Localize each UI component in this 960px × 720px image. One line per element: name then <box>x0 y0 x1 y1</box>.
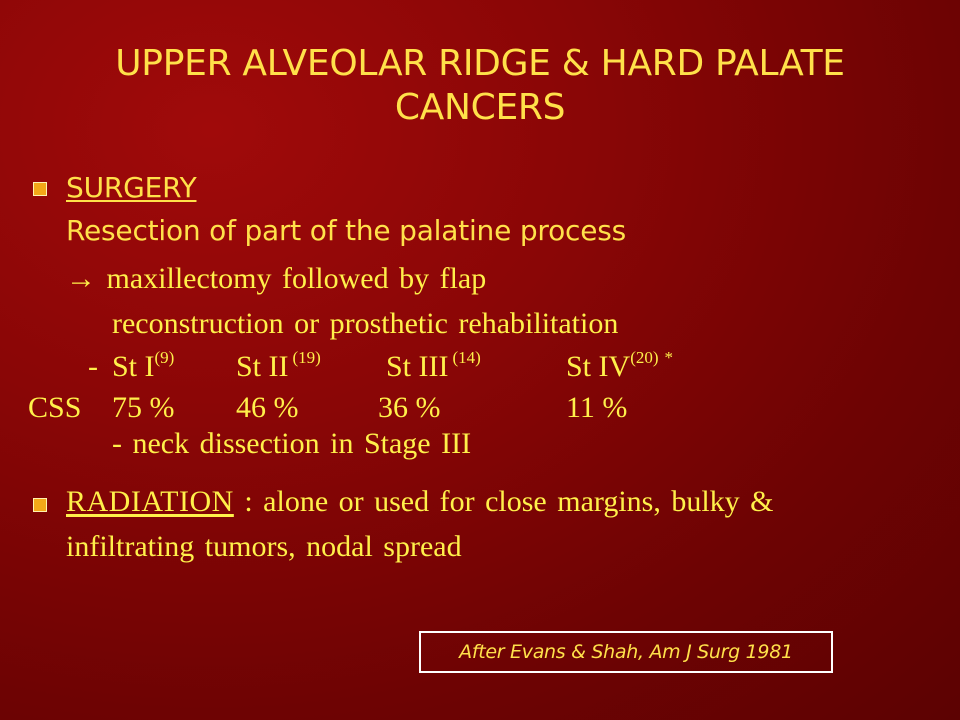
stage-4-asterisk: * <box>664 348 674 367</box>
css-value-1: 75 % <box>112 391 175 424</box>
surgery-line-3: reconstruction or prosthetic rehabilitation <box>112 307 619 340</box>
stage-1-label: St I <box>112 350 155 383</box>
citation-box: After Evans & Shah, Am J Surg 1981 <box>419 631 833 673</box>
title-line-2: CANCERS <box>394 87 566 128</box>
radiation-line-2: infiltrating tumors, nodal spread <box>66 530 462 563</box>
radiation-line-1 <box>66 485 774 519</box>
css-value-4: 11 % <box>566 391 628 424</box>
title-line-1: UPPER ALVEOLAR RIDGE & HARD PALATE <box>115 43 845 84</box>
stage-3 <box>386 350 481 384</box>
stage-3-count: (14) <box>452 348 481 367</box>
stage-2 <box>236 350 321 384</box>
radiation-bullet-icon <box>33 498 47 512</box>
stage-2-count: (19) <box>292 348 321 367</box>
css-value-2: 46 % <box>236 391 299 424</box>
stage-4 <box>566 350 673 384</box>
stage-1 <box>112 350 174 384</box>
stage-prefix: - <box>88 350 98 383</box>
surgery-line-2: → maxillectomy followed by flap <box>66 262 487 295</box>
stage-3-label: St III <box>386 350 449 383</box>
surgery-heading: SURGERY <box>66 171 197 204</box>
neck-dissection-note: - neck dissection in Stage III <box>112 427 472 460</box>
stage-4-count: (20) <box>630 348 659 367</box>
slide-title <box>60 42 900 130</box>
stage-4-label: St IV <box>566 350 631 383</box>
surgery-bullet-icon <box>33 182 47 196</box>
stage-2-label: St II <box>236 350 289 383</box>
css-value-3: 36 % <box>378 391 441 424</box>
stage-1-count: (9) <box>154 348 175 367</box>
radiation-text: : alone or used for close margins, bulky & <box>233 485 774 518</box>
css-label: CSS <box>28 391 82 424</box>
radiation-heading: RADIATION <box>66 485 234 518</box>
surgery-line-1: Resection of part of the palatine process <box>66 214 627 247</box>
